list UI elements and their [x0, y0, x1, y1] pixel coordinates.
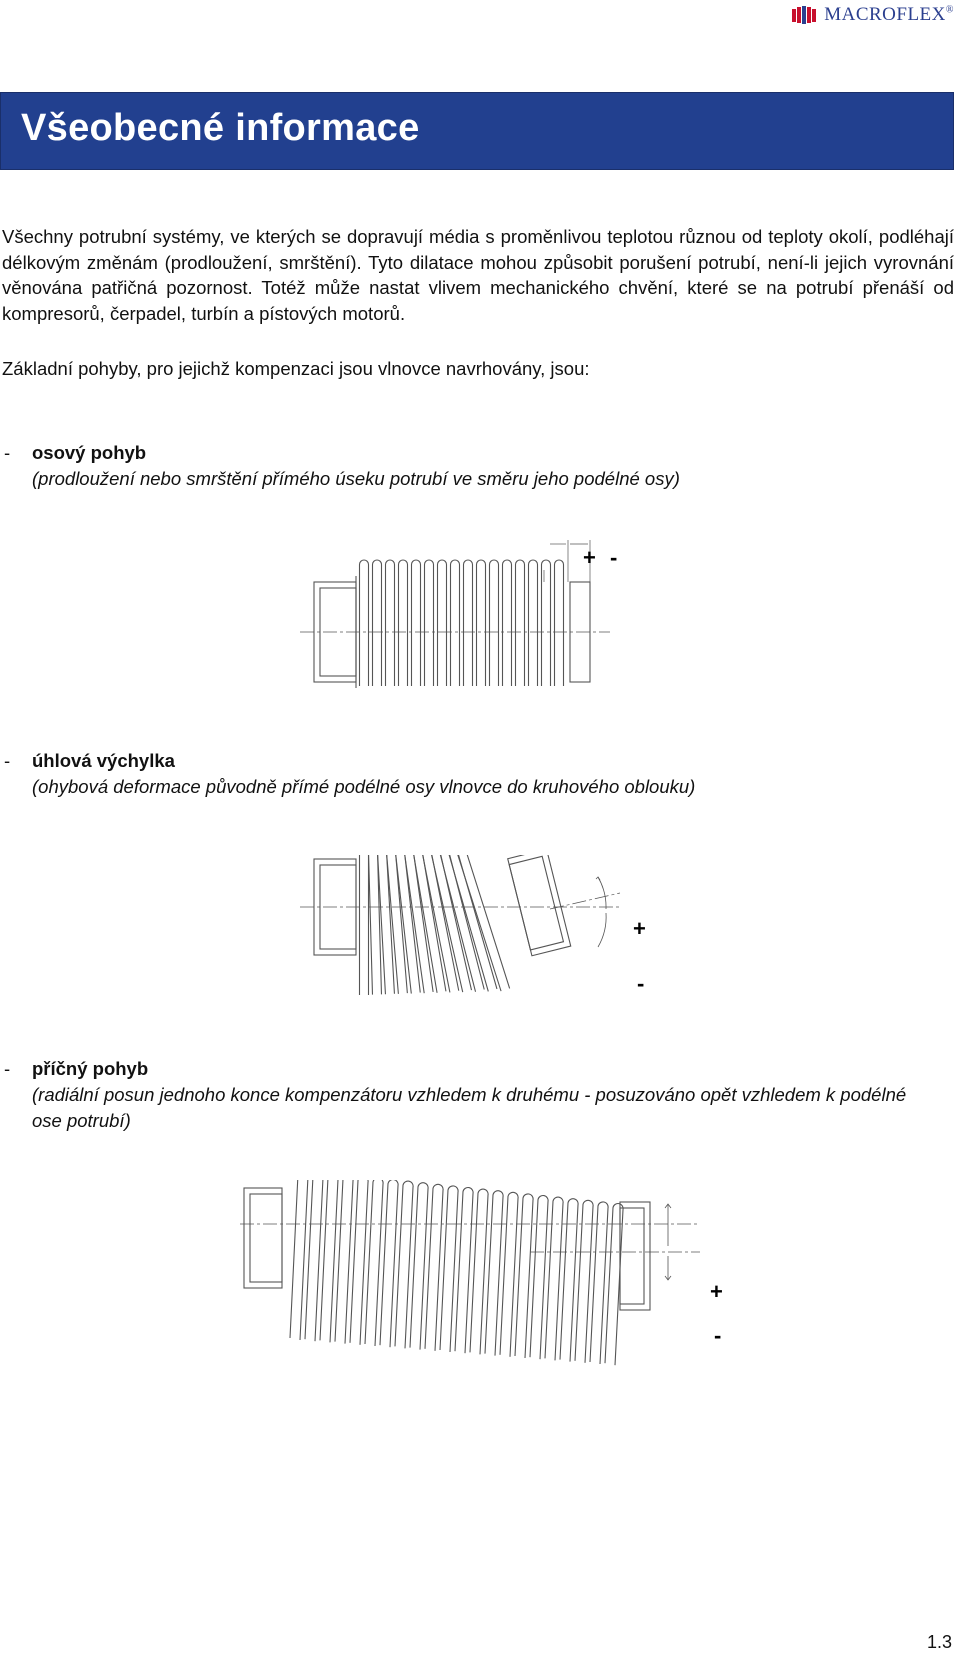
- movement-description: (radiální posun jednoho konce kompenzátoru vzhledem k druhému - posuzováno opět vzhledem k podélné ose potrubí): [32, 1084, 907, 1131]
- plus-label: +: [710, 1279, 723, 1304]
- angular-bellows-diagram: [300, 855, 680, 1055]
- plus-label: +: [633, 916, 646, 941]
- movement-name: příčný pohyb: [32, 1058, 149, 1079]
- intro-paragraph: Všechny potrubní systémy, ve kterých se dopravují média s proměnlivou teplotou různou od teploty okolí, podléhají délkovým změnám (prodloužení, smrštění). Tyto dilatace mohou způsobit porušení potrubí, není-li jejich vyrovnání věnována patřičná pozornost. Totéž může nastat vlivem mechanického chvění, které se na potrubí přenáší od kompresorů, čerpadel, turbín a pístových motorů.: [2, 226, 954, 324]
- movement-description: (prodloužení nebo smrštění přímého úseku potrubí ve směru jeho podélné osy): [32, 468, 680, 489]
- list-dash: -: [4, 442, 11, 463]
- page-number: 1.3: [926, 1632, 952, 1652]
- title-banner: [0, 92, 954, 170]
- axial-bellows-diagram: [300, 540, 650, 720]
- list-dash: -: [4, 750, 11, 771]
- minus-label: -: [637, 971, 645, 996]
- movement-name: osový pohyb: [32, 442, 147, 463]
- minus-label: -: [610, 545, 618, 570]
- brand-logo: [792, 4, 954, 26]
- list-dash: -: [4, 1058, 11, 1079]
- movement-name: úhlová výchylka: [32, 750, 175, 771]
- minus-label: -: [714, 1323, 722, 1348]
- logo-text: MACROFLEX®: [824, 4, 954, 25]
- lateral-bellows-diagram: [240, 1180, 760, 1430]
- movement-description: (ohybová deformace původně přímé podélné osy vlnovce do kruhového oblouku): [32, 776, 696, 797]
- lead-paragraph: Základní pohyby, pro jejichž kompenzaci jsou vlnovce navrhovány, jsou:: [2, 358, 590, 379]
- macroflex-logo-icon: [792, 6, 818, 24]
- page-title: Všeobecné informace: [21, 107, 420, 149]
- plus-label: +: [583, 545, 596, 570]
